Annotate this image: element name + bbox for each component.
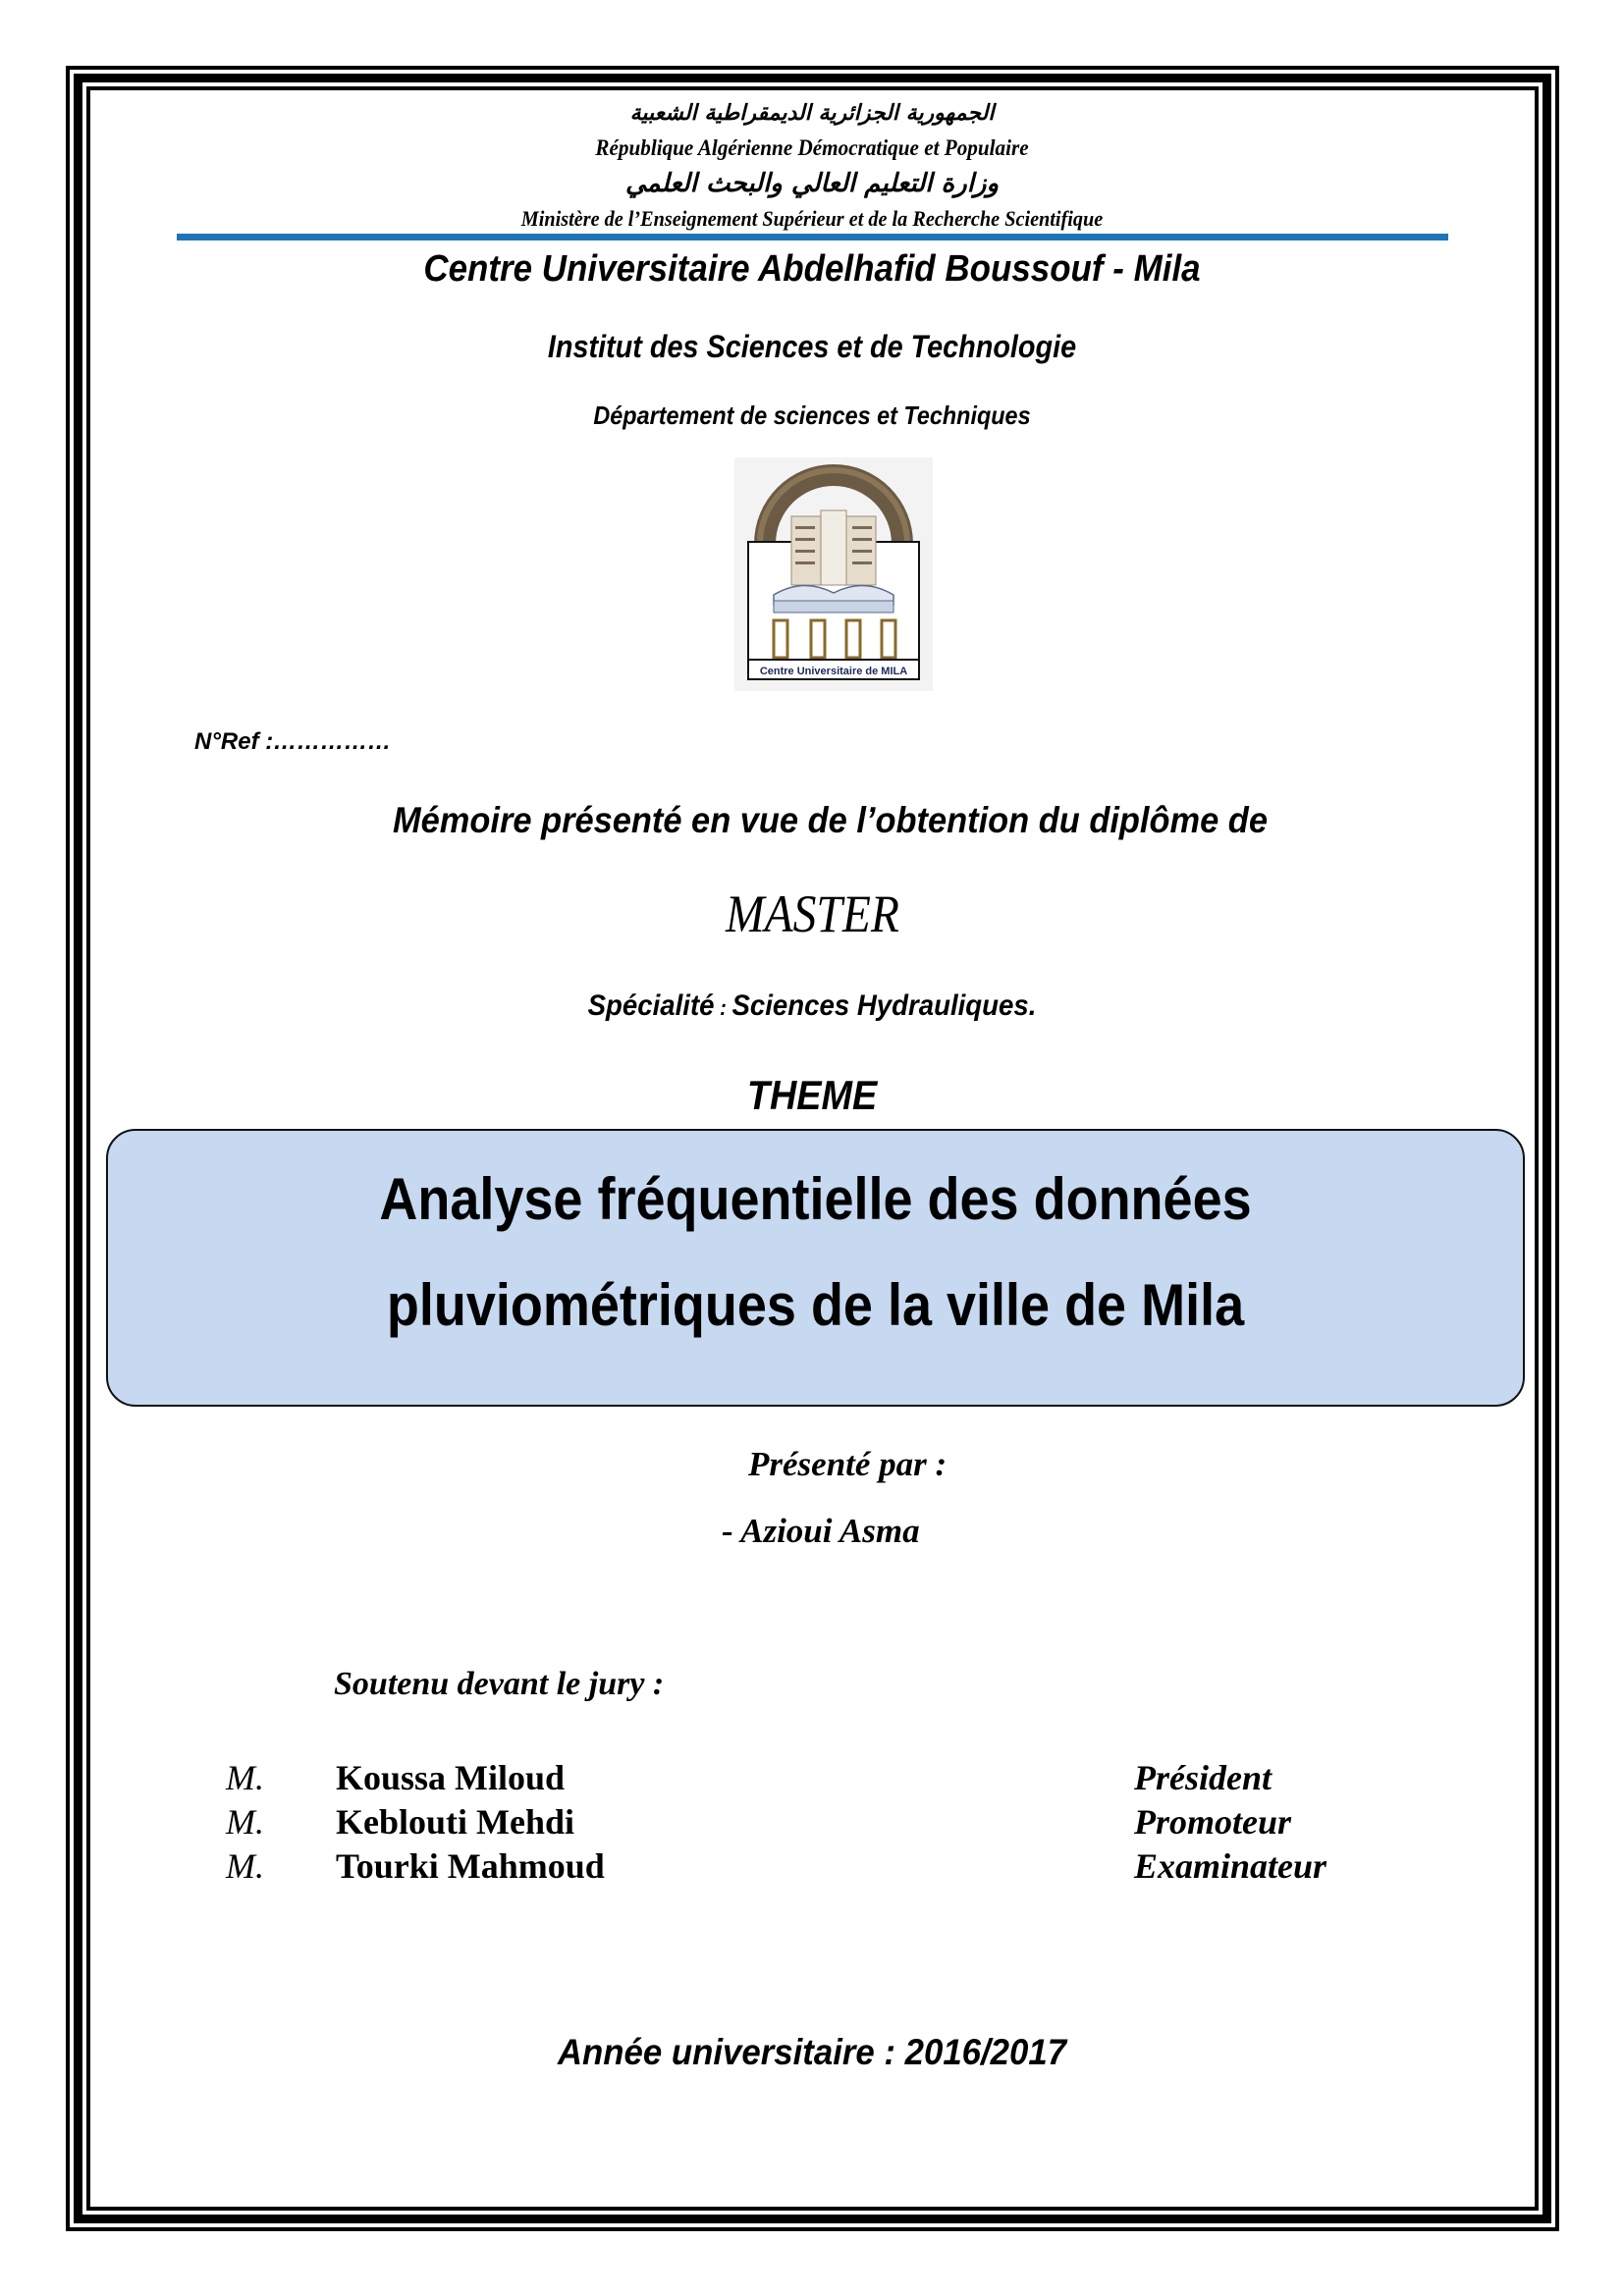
department-name: Département de sciences et Techniques — [593, 400, 1031, 430]
jury-member — [226, 1845, 1404, 1890]
reference-value: …………… — [273, 728, 392, 755]
specialty — [65, 989, 1559, 1023]
student-name: - Azioui Asma — [722, 1512, 920, 1550]
arabic-ministry-heading: وزارة التعليم العالي والبحث العلمي — [624, 169, 1000, 198]
jury-list — [226, 1757, 1404, 1904]
jury-member-role: Examinateur — [1134, 1846, 1327, 1886]
jury-member-name: Tourki Mahmoud — [336, 1846, 605, 1886]
theme-title-line-1: Analyse fréquentielle des données — [379, 1166, 1252, 1232]
jury-member-title: M. — [226, 1846, 264, 1886]
reference-label: N°Ref : — [194, 728, 274, 755]
republic-heading: République Algérienne Démocratique et Populaire — [595, 135, 1029, 160]
theme-box — [106, 1129, 1525, 1407]
svg-text:Centre Universitaire de MILA: Centre Universitaire de MILA — [759, 666, 908, 677]
presented-by-label: Présenté par : — [748, 1445, 947, 1483]
jury-member-name: Keblouti Mehdi — [336, 1802, 575, 1842]
degree-level: MASTER — [726, 884, 899, 943]
specialty-separator: : — [714, 995, 732, 1020]
academic-year: Année universitaire : 2016/2017 — [557, 2032, 1067, 2072]
ministry-heading: Ministère de l’Enseignement Supérieur et de la Recherche Scientifique — [520, 206, 1104, 231]
jury-member-role: Président — [1134, 1758, 1272, 1797]
jury-member-name: Koussa Miloud — [336, 1758, 566, 1797]
jury-member — [226, 1757, 1404, 1801]
jury-member-title: M. — [226, 1758, 264, 1797]
reference-number — [194, 728, 391, 756]
arabic-republic-heading: الجمهورية الجزائرية الديمقراطية الشعبية — [629, 101, 995, 126]
specialty-label: Spécialité — [587, 989, 715, 1022]
memoire-intro: Mémoire présenté en vue de l’obtention du diplôme de — [393, 800, 1268, 840]
university-name: Centre Universitaire Abdelhafid Boussouf - Mila — [423, 248, 1201, 290]
jury-member — [226, 1801, 1404, 1845]
theme-title-line-2: pluviométriques de la ville de Mila — [386, 1272, 1245, 1338]
theme-label: THEME — [746, 1072, 878, 1118]
specialty-value: Sciences Hydrauliques. — [731, 989, 1037, 1022]
university-logo-icon — [734, 457, 933, 691]
header-rule — [177, 234, 1448, 240]
institute-name: Institut des Sciences et de Technologie — [547, 329, 1077, 364]
jury-member-role: Promoteur — [1134, 1802, 1292, 1842]
jury-member-title: M. — [226, 1802, 264, 1842]
jury-label: Soutenu devant le jury : — [334, 1666, 665, 1702]
